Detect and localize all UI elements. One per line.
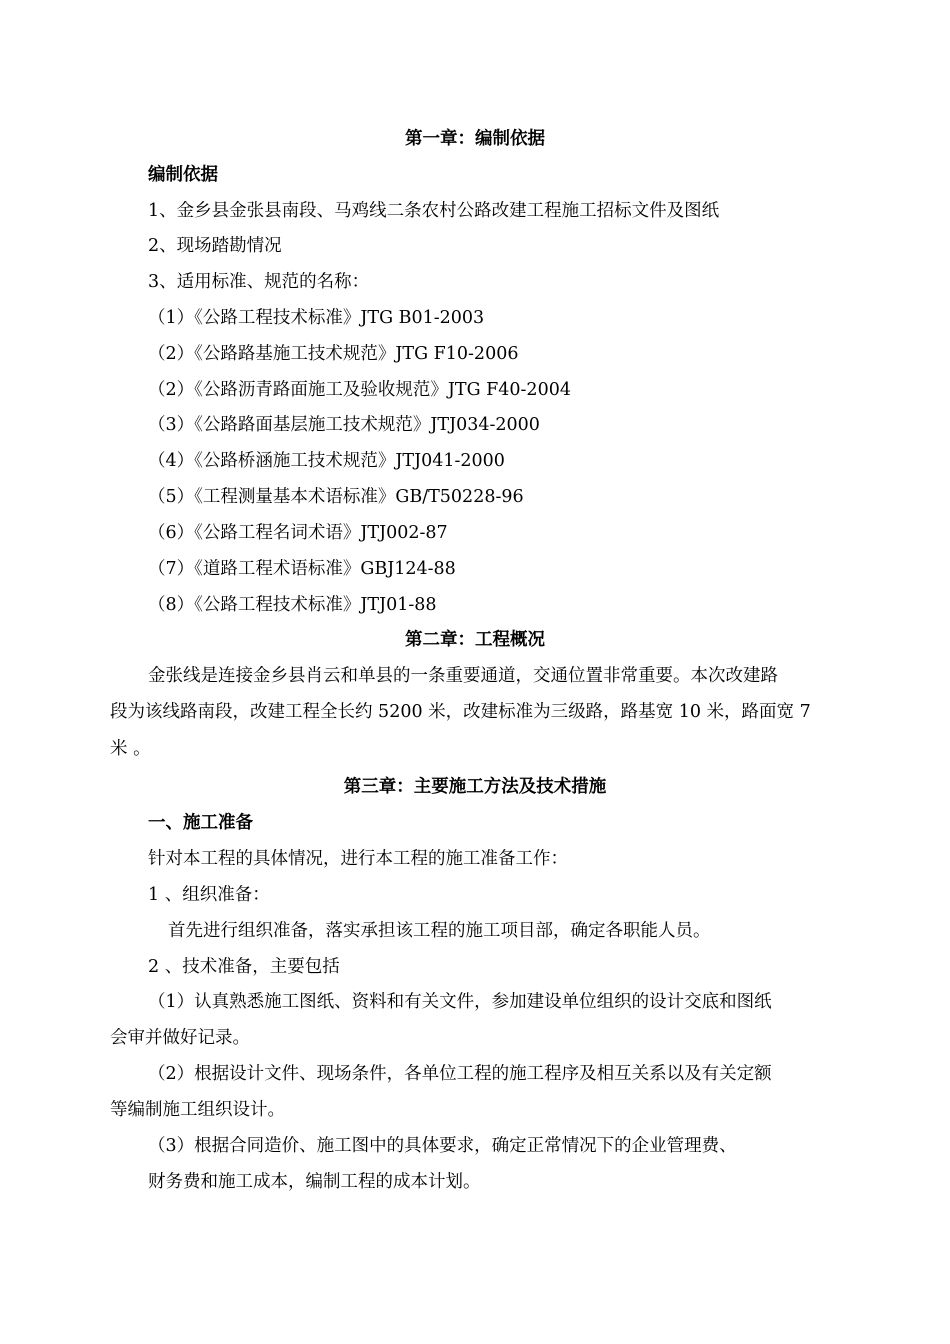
paragraph-line: 段为该线路南段，改建工程全长约 5200 米，改建标准为三级路，路基宽 10 米，路面宽 7 (110, 702, 811, 722)
chapter1-item: 3、适用标准、规范的名称： (148, 272, 370, 292)
chapter3-title: 第三章：主要施工方法及技术措施 (343, 777, 607, 797)
standard-item: （8）《公路工程技术标准》JTJ01-88 (148, 595, 437, 615)
paragraph-line: 等编制施工组织设计。 (110, 1100, 285, 1120)
chapter1-title: 第一章：编制依据 (405, 129, 545, 149)
paragraph-line: 米 。 (110, 739, 151, 759)
chapter1-heading: 编制依据 (148, 165, 218, 185)
section-heading: 一、施工准备 (148, 813, 253, 833)
paragraph-line: （1）认真熟悉施工图纸、资料和有关文件，参加建设单位组织的设计交底和图纸 (148, 992, 772, 1012)
paragraph-line: （3）根据合同造价、施工图中的具体要求，确定正常情况下的企业管理费、 (148, 1136, 737, 1156)
paragraph-line: 针对本工程的具体情况，进行本工程的施工准备工作： (148, 849, 568, 869)
standard-item: （5）《工程测量基本术语标准》GB/T50228-96 (148, 487, 524, 507)
chapter1-item: 2、现场踏勘情况 (148, 236, 282, 256)
paragraph-line: 金张线是连接金乡县肖云和单县的一条重要通道，交通位置非常重要。本次改建路 (148, 666, 778, 686)
paragraph-line: 会审并做好记录。 (110, 1028, 250, 1048)
standard-item: （6）《公路工程名词术语》JTJ002-87 (148, 523, 448, 543)
paragraph-line: 2 、技术准备，主要包括 (148, 957, 340, 977)
paragraph-line: （2）根据设计文件、现场条件，各单位工程的施工程序及相互关系以及有关定额 (148, 1064, 772, 1084)
paragraph-line: 首先进行组织准备，落实承担该工程的施工项目部，确定各职能人员。 (168, 921, 711, 941)
standard-item: （2）《公路路基施工技术规范》JTG F10-2006 (148, 344, 519, 364)
paragraph-line: 1 、组织准备： (148, 885, 270, 905)
standard-item: （3）《公路路面基层施工技术规范》JTJ034-2000 (148, 415, 540, 435)
chapter2-title: 第二章：工程概况 (405, 630, 545, 650)
standard-item: （7）《道路工程术语标准》GBJ124-88 (148, 559, 456, 579)
standard-item: （1）《公路工程技术标准》JTG B01-2003 (148, 308, 485, 328)
paragraph-line: 财务费和施工成本，编制工程的成本计划。 (148, 1172, 481, 1192)
standard-item: （4）《公路桥涵施工技术规范》JTJ041-2000 (148, 451, 505, 471)
chapter1-item: 1、金乡县金张县南段、马鸡线二条农村公路改建工程施工招标文件及图纸 (148, 201, 720, 221)
standard-item: （2）《公路沥青路面施工及验收规范》JTG F40-2004 (148, 380, 571, 400)
